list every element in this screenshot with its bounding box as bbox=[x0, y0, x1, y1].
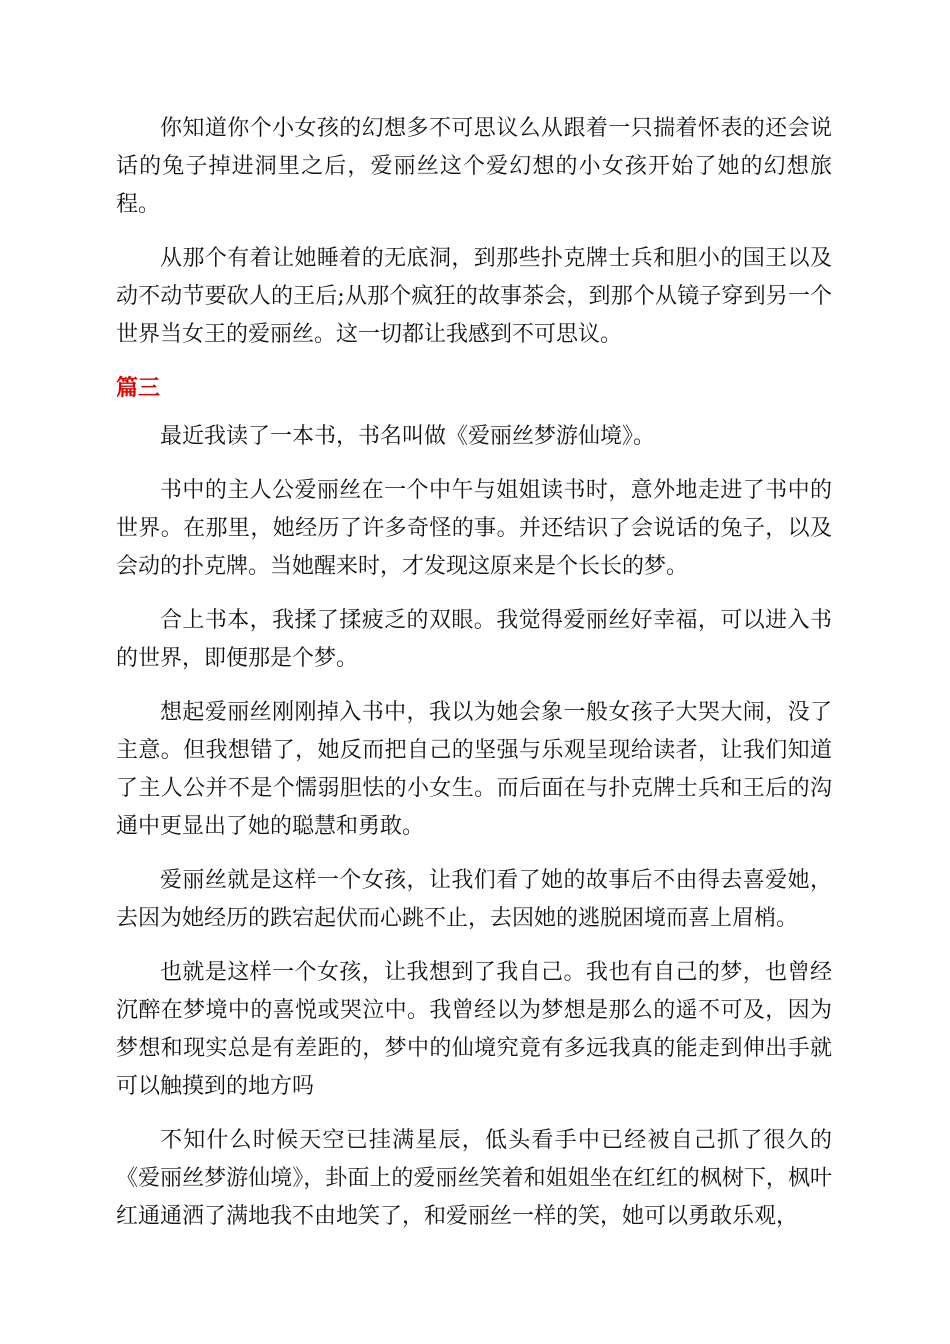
paragraph: 最近我读了一本书，书名叫做《爱丽丝梦游仙境》。 bbox=[160, 424, 656, 449]
paragraph: 合上书本，我揉了揉疲乏的双眼。我觉得爱丽丝好幸福，可以进入书的世界，即便那是个梦。 bbox=[116, 608, 832, 671]
section-heading: 篇三 bbox=[116, 376, 161, 401]
paragraph: 书中的主人公爱丽丝在一个中午与姐姐读书时，意外地走进了书中的世界。在那里，她经历了许多奇怪的事。并还结识了会说话的兔子，以及会动的扑克牌。当她醒来时，才发现这原来是个长长的梦。 bbox=[116, 478, 832, 579]
paragraph: 从那个有着让她睡着的无底洞，到那些扑克牌士兵和胆小的国王以及动不动节要砍人的王后;从那个疯狂的故事茶会，到那个从镜子穿到另一个世界当女王的爱丽丝。这一切都让我感到不可思议。 bbox=[116, 246, 832, 347]
document-body bbox=[116, 110, 832, 1252]
paragraph: 也就是这样一个女孩，让我想到了我自己。我也有自己的梦，也曾经沉醉在梦境中的喜悦或哭泣中。我曾经以为梦想是那么的遥不可及，因为梦想和现实总是有差距的，梦中的仙境究竟有多远我真的能走到伸出手就可以触摸到的地方吗 bbox=[116, 960, 832, 1099]
paragraph: 想起爱丽丝刚刚掉入书中，我以为她会象一般女孩子大哭大闹，没了主意。但我想错了，她反而把自己的坚强与乐观呈现给读者，让我们知道了主人公并不是个懦弱胆怯的小女生。而后面在与扑克牌士兵和王后的沟通中更显出了她的聪慧和勇敢。 bbox=[116, 700, 832, 839]
paragraph: 爱丽丝就是这样一个女孩，让我们看了她的故事后不由得去喜爱她，去因为她经历的跌宕起伏而心跳不止，去因她的逃脱困境而喜上眉梢。 bbox=[116, 868, 832, 931]
paragraph: 不知什么时候天空已挂满星辰，低头看手中已经被自己抓了很久的《爱丽丝梦游仙境》，卦面上的爱丽丝笑着和姐姐坐在红红的枫树下，枫叶红通通洒了满地我不由地笑了，和爱丽丝一样的笑，她可以勇敢乐观， bbox=[116, 1128, 832, 1229]
paragraph: 你知道你个小女孩的幻想多不可思议么从跟着一只揣着怀表的还会说话的兔子掉进洞里之后，爱丽丝这个爱幻想的小女孩开始了她的幻想旅程。 bbox=[116, 116, 832, 217]
